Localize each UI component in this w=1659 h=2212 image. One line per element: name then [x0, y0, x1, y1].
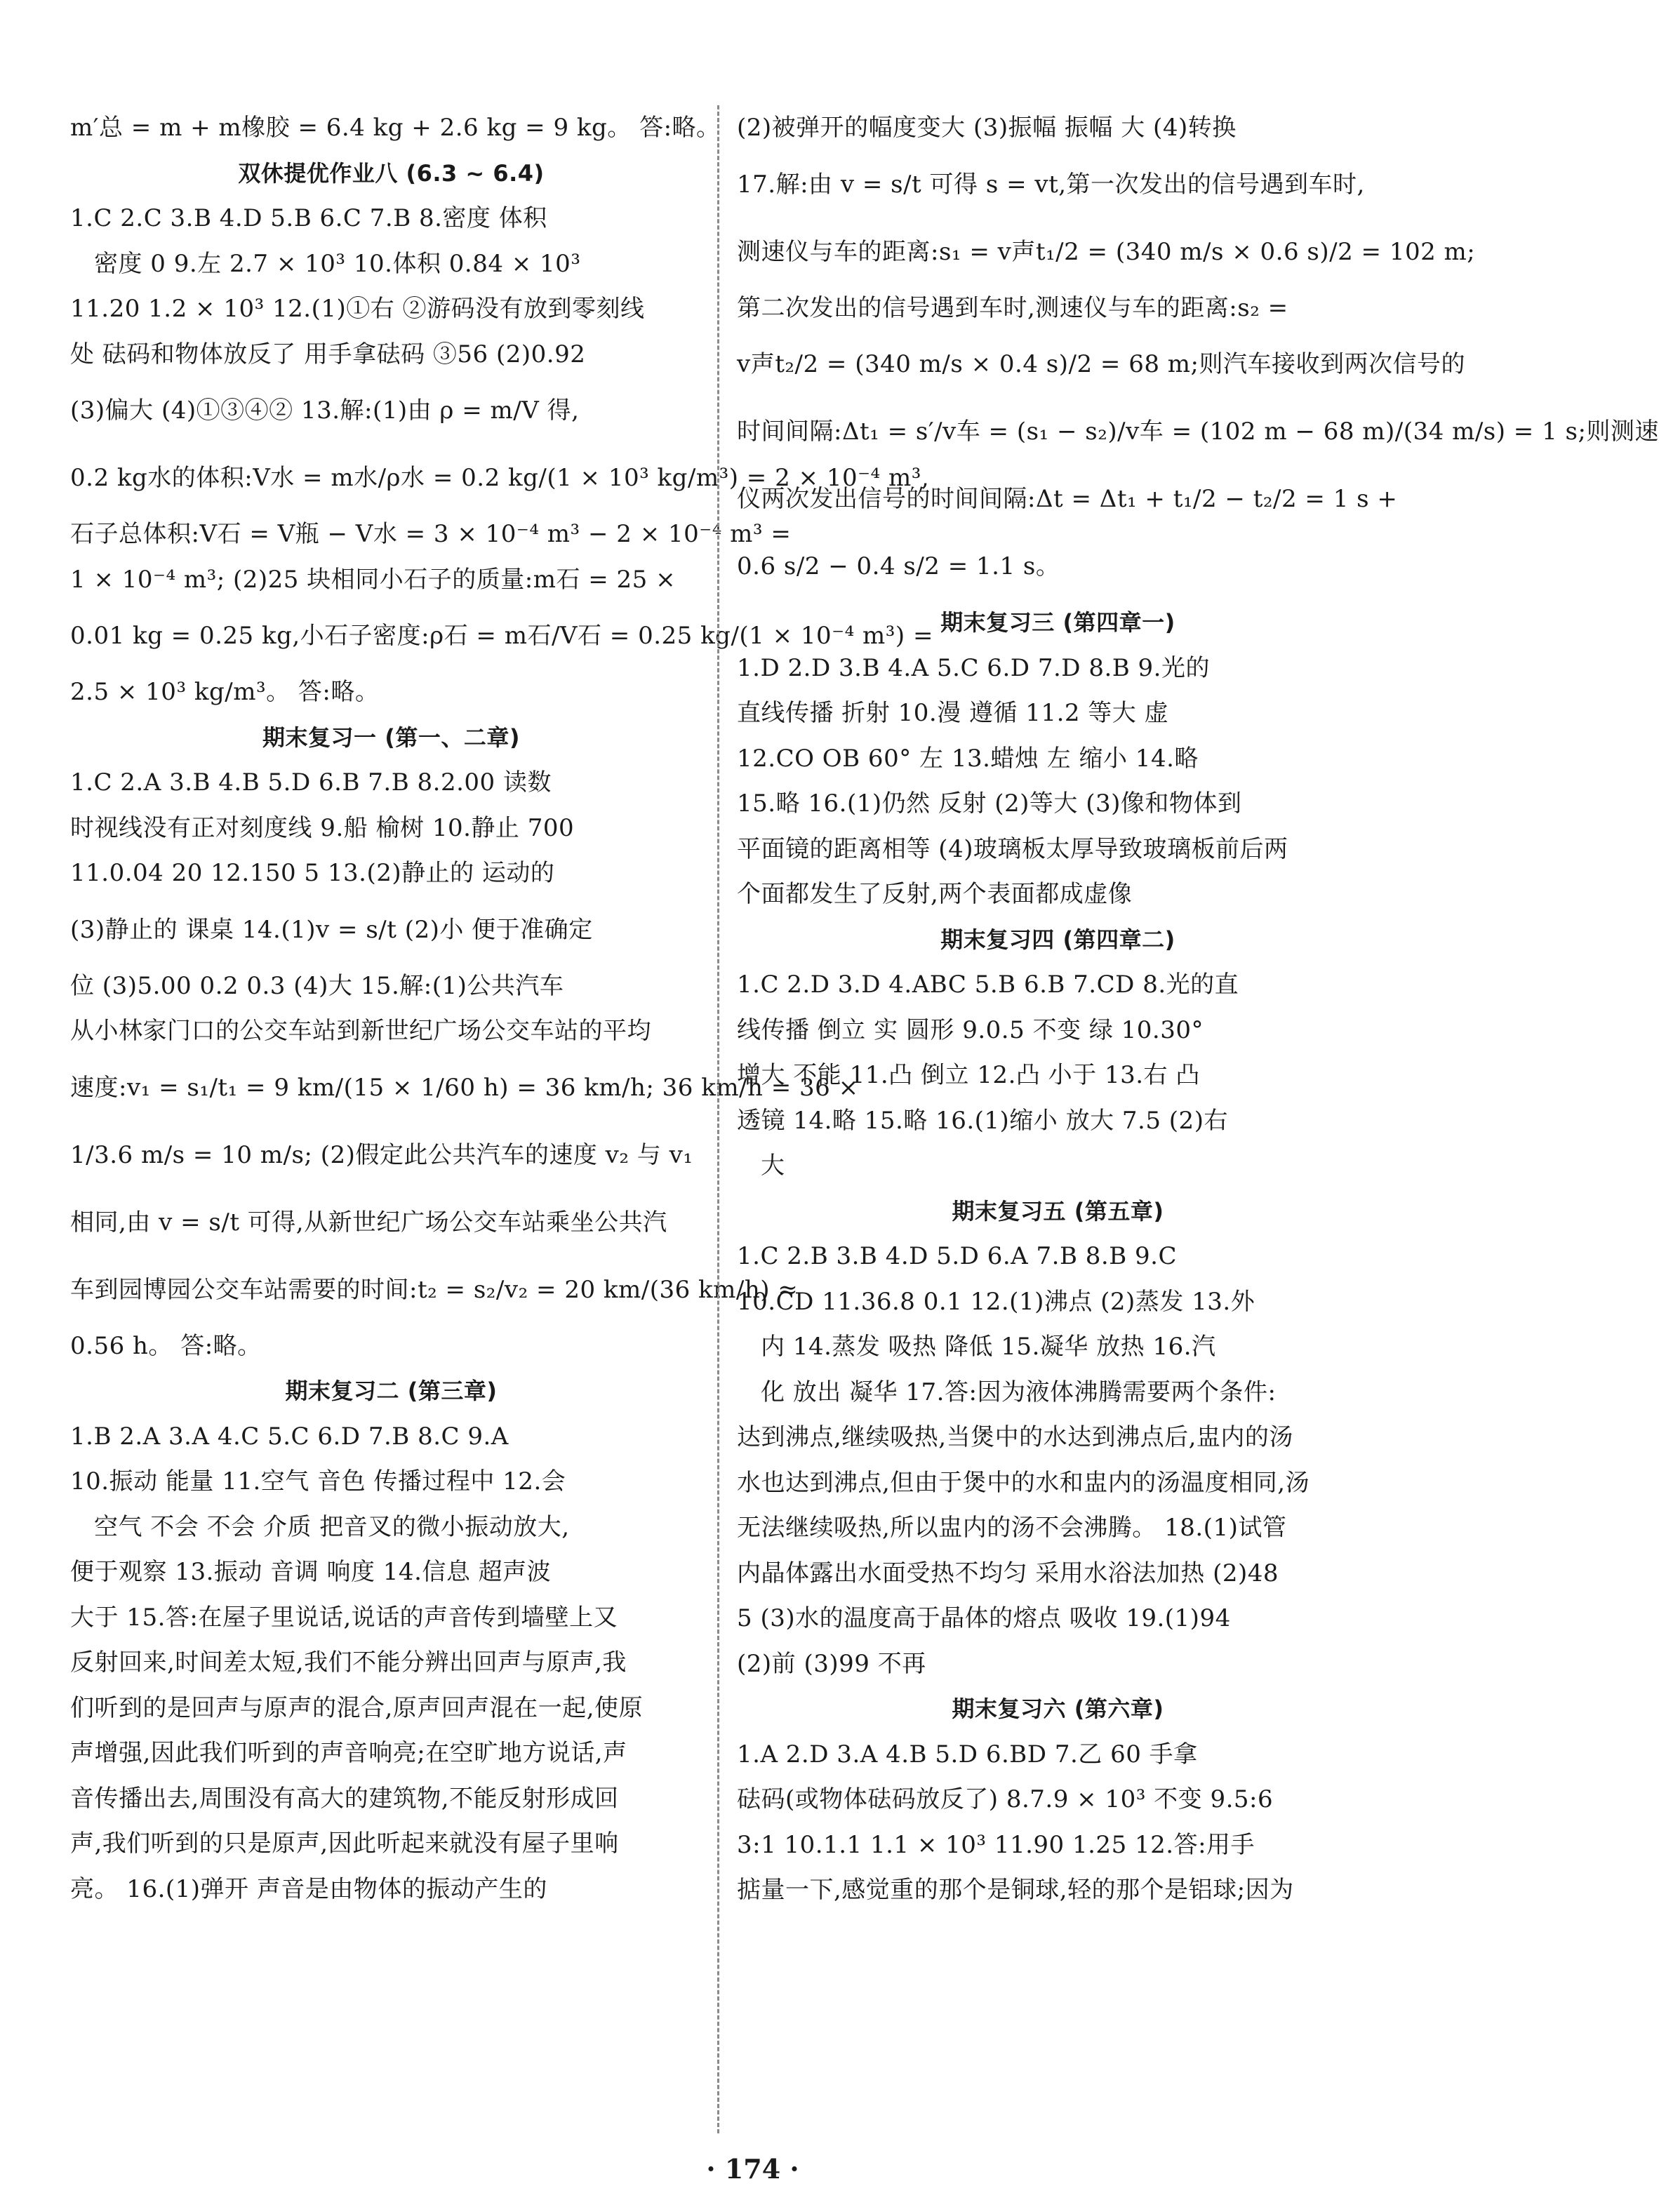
answer-line: m′总 = m + m橡胶 = 6.4 kg + 2.6 kg = 9 kg。 答:略。	[70, 114, 721, 142]
answer-line: 空气 不会 不会 介质 把音叉的微小振动放大,	[94, 1512, 570, 1541]
answer-line: 位 (3)5.00 0.2 0.3 (4)大 15.解:(1)公共汽车	[70, 971, 564, 1000]
answer-line: 掂量一下,感觉重的那个是铜球,轻的那个是铝球;因为	[737, 1876, 1294, 1904]
answer-line: 0.56 h。 答:略。	[70, 1331, 262, 1360]
answer-line: 1.C 2.A 3.B 4.B 5.D 6.B 7.B 8.2.00 读数	[70, 768, 552, 797]
answer-line: 时间间隔:Δt₁ = s′/v车 = (s₁ − s₂)/v车 = (102 m − 68 m)/(34 m/s) = 1 s;则测速	[737, 418, 1659, 446]
section-heading: 期末复习二 (第三章)	[285, 1378, 498, 1404]
answer-line: 速度:v₁ = s₁/t₁ = 9 km/(15 × 1/60 h) = 36 km/h; 36 km/h = 36 ×	[70, 1073, 859, 1102]
answer-line: 1.D 2.D 3.B 4.A 5.C 6.D 7.D 8.B 9.光的	[737, 653, 1210, 682]
answer-line: 1.A 2.D 3.A 4.B 5.D 6.BD 7.乙 60 手拿	[737, 1740, 1198, 1768]
answer-line: 12.CO OB 60° 左 13.蜡烛 左 缩小 14.略	[737, 744, 1199, 773]
answer-line: 密度 0 9.左 2.7 × 10³ 10.体积 0.84 × 10³	[94, 249, 581, 278]
answer-line: 车到园博园公交车站需要的时间:t₂ = s₂/v₂ = 20 km/(36 km/h) ≈	[70, 1275, 799, 1304]
answer-line: (3)静止的 课桌 14.(1)v = s/t (2)小 便于准确定	[70, 915, 593, 944]
answer-line: 1.C 2.D 3.D 4.ABC 5.B 6.B 7.CD 8.光的直	[737, 971, 1239, 999]
answer-line: 石子总体积:V石 = V瓶 − V水 = 3 × 10⁻⁴ m³ − 2 × 10⁻⁴ m³ =	[70, 520, 792, 548]
answer-line: 从小林家门口的公交车站到新世纪广场公交车站的平均	[70, 1017, 651, 1045]
answer-line: 增大 不能 11.凸 倒立 12.凸 小于 13.右 凸	[737, 1061, 1200, 1089]
answer-line: 个面都发生了反射,两个表面都成虚像	[737, 880, 1133, 908]
answer-line: 化 放出 凝华 17.答:因为液体沸腾需要两个条件:	[761, 1378, 1277, 1406]
answer-line: 3:1 10.1.1 1.1 × 10³ 11.90 1.25 12.答:用手	[737, 1830, 1255, 1859]
answer-line: v声t₂/2 = (340 m/s × 0.4 s)/2 = 68 m;则汽车接收到两次信号的	[737, 350, 1465, 378]
answer-line: 们听到的是回声与原声的混合,原声回声混在一起,使原	[70, 1693, 644, 1722]
answer-line: (2)前 (3)99 不再	[737, 1649, 926, 1678]
answer-line: 达到沸点,继续吸热,当煲中的水达到沸点后,盅内的汤	[737, 1423, 1293, 1451]
column-divider	[717, 105, 719, 2133]
page-number: · 174 ·	[706, 2153, 799, 2185]
answer-line: 反射回来,时间差太短,我们不能分辨出回声与原声,我	[70, 1648, 627, 1677]
answer-line: 平面镜的距离相等 (4)玻璃板太厚导致玻璃板前后两	[737, 834, 1288, 863]
answer-line: 1/3.6 m/s = 10 m/s; (2)假定此公共汽车的速度 v₂ 与 v₁	[70, 1140, 693, 1169]
answer-line: 5 (3)水的温度高于晶体的熔点 吸收 19.(1)94	[737, 1604, 1231, 1632]
answer-line: 1.C 2.B 3.B 4.D 5.D 6.A 7.B 8.B 9.C	[737, 1242, 1177, 1270]
section-heading: 期末复习三 (第四章一)	[940, 609, 1175, 636]
answer-line: 便于观察 13.振动 音调 响度 14.信息 超声波	[70, 1558, 552, 1586]
answer-line: 音传播出去,周围没有高大的建筑物,不能反射形成回	[70, 1784, 619, 1813]
answer-line: 处 砝码和物体放反了 用手拿砝码 ③56 (2)0.92	[70, 340, 586, 368]
answer-line: 17.解:由 v = s/t 可得 s = vt,第一次发出的信号遇到车时,	[737, 170, 1365, 199]
answer-line: 声,我们听到的只是原声,因此听起来就没有屋子里响	[70, 1830, 619, 1858]
answer-line: 透镜 14.略 15.略 16.(1)缩小 放大 7.5 (2)右	[737, 1106, 1228, 1135]
answer-line: 0.2 kg水的体积:V水 = m水/ρ水 = 0.2 kg/(1 × 10³ kg/m³) = 2 × 10⁻⁴ m³,	[70, 464, 930, 492]
section-heading: 期末复习一 (第一、二章)	[262, 724, 520, 751]
answer-line: 仪两次发出信号的时间间隔:Δt = Δt₁ + t₁/2 − t₂/2 = 1 s +	[737, 485, 1398, 513]
section-heading: 期末复习四 (第四章二)	[940, 926, 1175, 953]
section-heading: 双休提优作业八 (6.3 ~ 6.4)	[238, 159, 545, 187]
answer-line: 大	[761, 1152, 785, 1180]
right-column	[737, 105, 1659, 1913]
answer-line: 声增强,因此我们听到的声音响亮;在空旷地方说话,声	[70, 1739, 627, 1767]
answer-line: 线传播 倒立 实 圆形 9.0.5 不变 绿 10.30°	[737, 1015, 1204, 1044]
answer-line: 10.振动 能量 11.空气 音色 传播过程中 12.会	[70, 1467, 566, 1495]
answer-line: 0.01 kg = 0.25 kg,小石子密度:ρ石 = m石/V石 = 0.25 kg/(1 × 10⁻⁴ m³) =	[70, 622, 933, 650]
answer-line: 11.0.04 20 12.150 5 13.(2)静止的 运动的	[70, 859, 555, 887]
answer-line: 无法继续吸热,所以盅内的汤不会沸腾。 18.(1)试管	[737, 1514, 1287, 1542]
answer-line: 10.CD 11.36.8 0.1 12.(1)沸点 (2)蒸发 13.外	[737, 1287, 1255, 1316]
answer-line: 亮。 16.(1)弹开 声音是由物体的振动产生的	[70, 1874, 547, 1903]
answer-line: 15.略 16.(1)仍然 反射 (2)等大 (3)像和物体到	[737, 789, 1242, 818]
answer-line: 0.6 s/2 − 0.4 s/2 = 1.1 s。	[737, 552, 1060, 580]
answer-line: (2)被弹开的幅度变大 (3)振幅 振幅 大 (4)转换	[737, 114, 1237, 142]
answer-line: 1 × 10⁻⁴ m³; (2)25 块相同小石子的质量:m石 = 25 ×	[70, 565, 677, 594]
answer-line: 时视线没有正对刻度线 9.船 榆树 10.静止 700	[70, 813, 575, 842]
answer-line: 水也达到沸点,但由于煲中的水和盅内的汤温度相同,汤	[737, 1468, 1310, 1497]
answer-line: 直线传播 折射 10.漫 遵循 11.2 等大 虚	[737, 699, 1169, 727]
answer-line: (3)偏大 (4)①③④② 13.解:(1)由 ρ = m/V 得,	[70, 397, 580, 425]
answer-line: 11.20 1.2 × 10³ 12.(1)①右 ②游码没有放到零刻线	[70, 295, 645, 323]
answer-line: 测速仪与车的距离:s₁ = v声t₁/2 = (340 m/s × 0.6 s)/2 = 102 m;	[737, 237, 1476, 266]
answer-line: 相同,由 v = s/t 可得,从新世纪广场公交车站乘坐公共汽	[70, 1208, 667, 1237]
section-heading: 期末复习六 (第六章)	[952, 1695, 1164, 1722]
answer-line: 2.5 × 10³ kg/m³。 答:略。	[70, 678, 380, 706]
answer-line: 第二次发出的信号遇到车时,测速仪与车的距离:s₂ =	[737, 293, 1288, 322]
section-heading: 期末复习五 (第五章)	[952, 1197, 1164, 1225]
answer-line: 内 14.蒸发 吸热 降低 15.凝华 放热 16.汽	[761, 1333, 1216, 1361]
answer-line: 1.C 2.C 3.B 4.D 5.B 6.C 7.B 8.密度 体积	[70, 204, 547, 232]
answer-line: 内晶体露出水面受热不均匀 采用水浴法加热 (2)48	[737, 1559, 1279, 1587]
answer-line: 大于 15.答:在屋子里说话,说话的声音传到墙壁上又	[70, 1603, 618, 1632]
answer-line: 砝码(或物体砝码放反了) 8.7.9 × 10³ 不变 9.5:6	[737, 1785, 1274, 1813]
answer-line: 1.B 2.A 3.A 4.C 5.C 6.D 7.B 8.C 9.A	[70, 1422, 509, 1451]
